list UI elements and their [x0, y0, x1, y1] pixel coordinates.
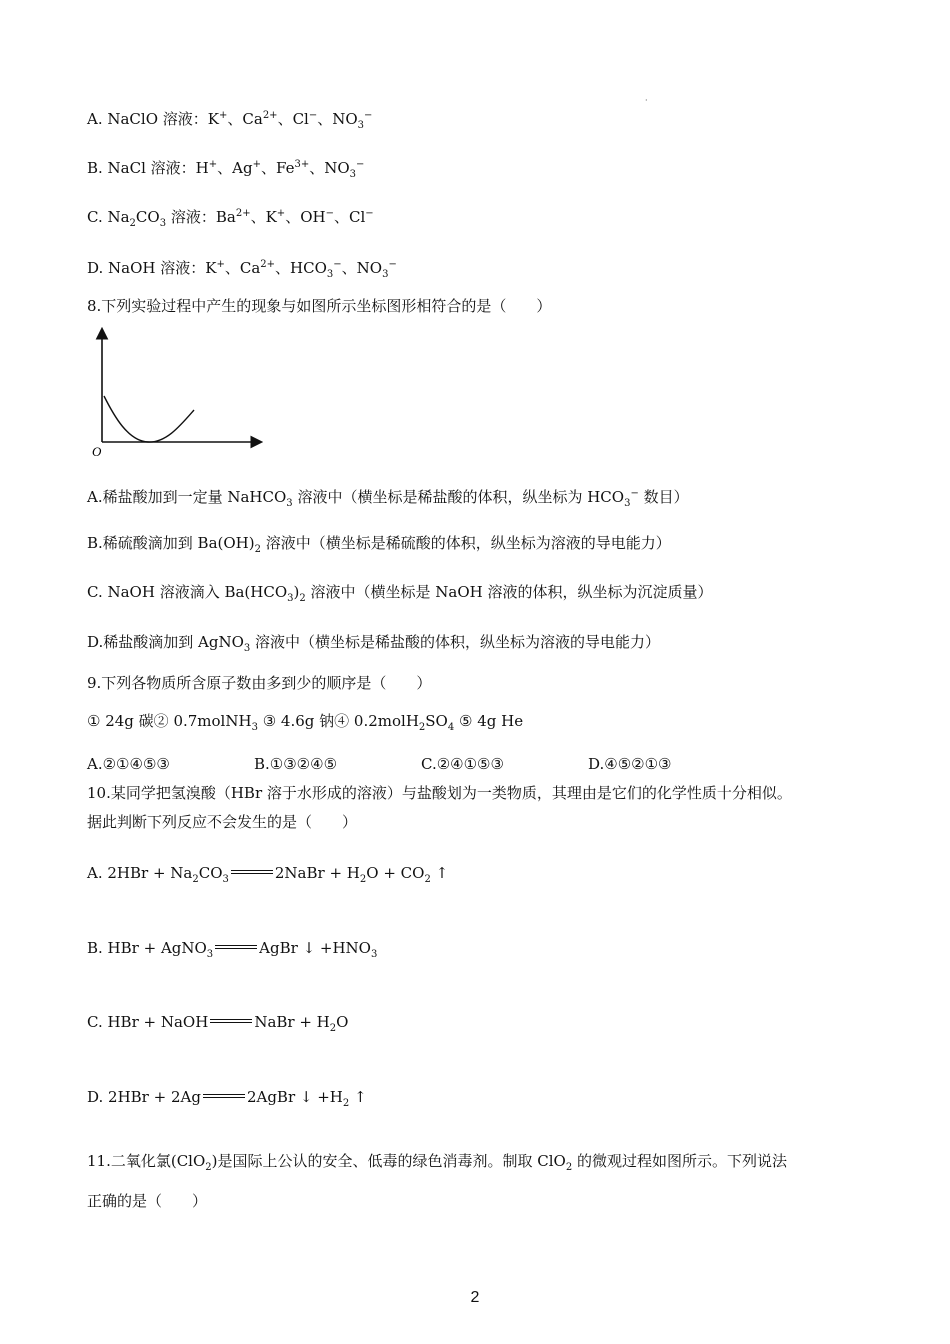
- q8-option-c: C. NaOH 溶液滴入 $Ba(HCO_3)_2$ 溶液中（横坐标是 NaOH 溶液的体积，纵坐标为沉淀质量）: [87, 583, 713, 604]
- q8-option-b: B.稀硫酸滴加到 $Ba(OH)_2$ 溶液中（横坐标是稀硫酸的体积，纵坐标为溶液的导电能力）: [87, 534, 671, 555]
- q10-option-d: D. 2HBr + 2Ag 2AgBr ↓ $+H_2$ ↑: [87, 1088, 367, 1109]
- q8-option-a: A.稀盐酸加到一定量 NaHCO$_3$ 溶液中（横坐标是稀盐酸的体积，纵坐标为 $HCO_3^-$ 数目）: [87, 488, 689, 509]
- q9-option-a: A.②①④⑤③: [87, 755, 170, 773]
- q9-stem: 9.下列各物质所含原子数由多到少的顺序是（ ）: [87, 674, 432, 692]
- q7-option-c: C. $Na_2CO_3$ 溶液：$Ba^{2+}$、K+、OH−、Cl−: [87, 208, 374, 229]
- q9-option-c: C.②④①⑤③: [421, 755, 504, 773]
- page-number: 2: [470, 1289, 480, 1306]
- q8-option-d: D.稀盐酸滴加到 AgNO$_3$ 溶液中（横坐标是稀盐酸的体积，纵坐标为溶液的导电能力）: [87, 633, 661, 654]
- q10-stem-line1: 10.某同学把氢溴酸（HBr 溶于水形成的溶液）与盐酸划为一类物质，其理由是它们的化学性质十分相似。: [87, 784, 792, 802]
- stray-mark: ·: [645, 96, 648, 105]
- q10-option-b: B. HBr + AgNO$_3$ AgBr ↓ $+HNO_3$: [87, 939, 378, 960]
- equals-arrow: [215, 945, 257, 949]
- q9-items: ① 24g 碳② 0.7molNH$_3$ ③ 4.6g 钠④ $0.2molH_2SO_4$ ⑤ 4g He: [87, 712, 524, 733]
- q11-stem-line1: 11.二氧化氯(ClO$_2$)是国际上公认的安全、低毒的绿色消毒剂。制取 ClO$_2$ 的微观过程如图所示。下列说法: [87, 1152, 788, 1173]
- q7-option-a: A. NaClO 溶液：K+、$Ca^{2+}$、Cl−、$NO_3^-$: [87, 110, 373, 131]
- q9-option-d: D.④⑤②①③: [588, 755, 672, 773]
- q10-option-a: A. $2HBr + Na_2CO_3$ 2NaBr + $H_2O + CO_2$ ↑: [87, 864, 449, 885]
- q7-option-d: D. NaOH 溶液：K+、$Ca^{2+}$、$HCO_3^-$、$NO_3^-$: [87, 259, 397, 280]
- curve: [104, 396, 194, 442]
- q8-stem: 8.下列实验过程中产生的现象与如图所示坐标图形相符合的是（ ）: [87, 297, 552, 315]
- q8-curve-graph: [88, 326, 268, 461]
- q7-option-b: B. NaCl 溶液：H+、Ag+、$Fe^{3+}$、$NO_3^-$: [87, 159, 365, 180]
- equals-arrow: [203, 1094, 245, 1098]
- q10-stem-line2: 据此判断下列反应不会发生的是（ ）: [87, 813, 358, 831]
- q10-option-c: C. HBr + NaOH NaBr + $H_2O$: [87, 1013, 349, 1034]
- equals-arrow: [210, 1019, 252, 1023]
- origin-label: O: [92, 444, 102, 459]
- q9-option-b: B.①③②④⑤: [254, 755, 338, 773]
- q11-stem-line2: 正确的是（ ）: [87, 1192, 208, 1210]
- equals-arrow: [231, 870, 273, 874]
